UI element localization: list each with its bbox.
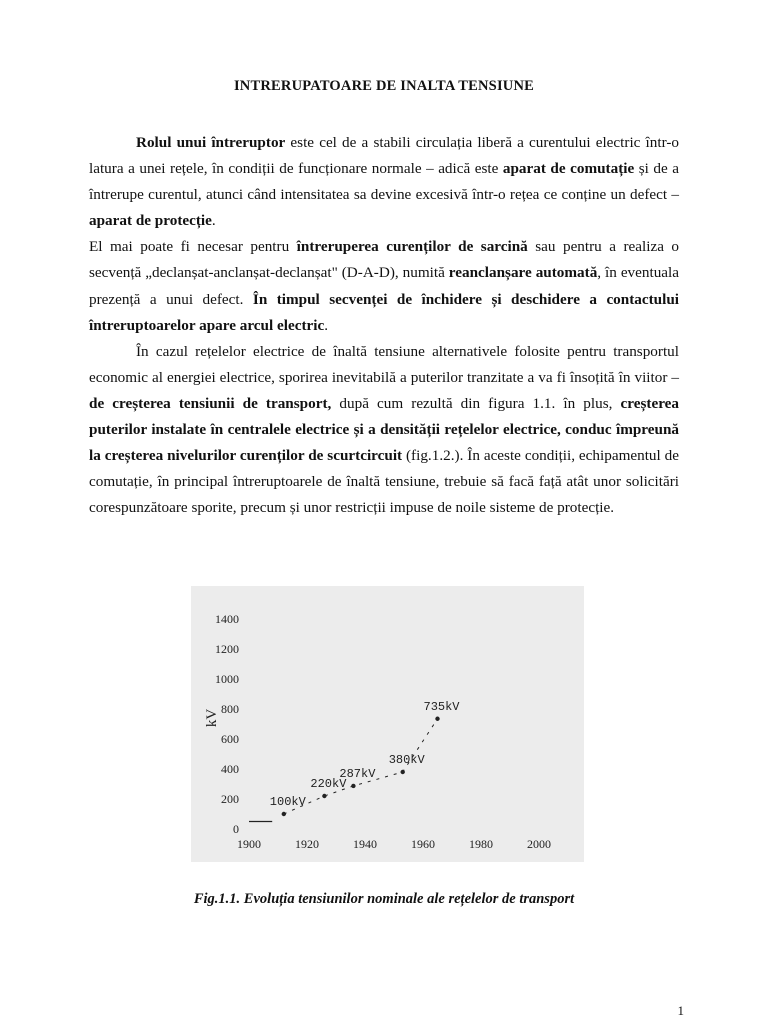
figure-scan (191, 586, 584, 862)
body-text (89, 130, 679, 521)
text-span: , în eventuala prezență a unui defect. (89, 264, 680, 308)
x-tick-label: 2000 (527, 837, 551, 851)
text-span: . (324, 316, 328, 334)
bold-term: reanclanșare automată (448, 264, 598, 282)
bold-term: aparat de comutație (502, 160, 635, 178)
text-span: după cum rezultă din figura 1.1. în plus, (331, 394, 621, 412)
paragraph-1 (89, 130, 679, 234)
bold-term: Rolul unui întreruptor (136, 134, 286, 151)
text-span: În cazul rețelelor electrice de înaltă tensiune alternativele folosite pentru transportul economic al energiei electrice, sporirea inevitabilă a puterilor tranzitate a va fi însoțită în viitor – (89, 342, 679, 386)
y-tick-label: 1400 (215, 612, 239, 626)
y-tick-label: 200 (221, 792, 239, 806)
voltage-evolution-chart (191, 586, 584, 862)
paragraph-3 (89, 339, 679, 522)
x-tick-label: 1900 (237, 837, 261, 851)
document-title: INTRERUPATOARE DE INALTA TENSIUNE (233, 78, 535, 94)
bold-term: de creșterea tensiunii de transport, (89, 394, 332, 412)
text-span: El mai poate fi necesar pentru (89, 238, 297, 256)
y-tick-label: 600 (221, 732, 239, 746)
data-label: 220kV (310, 777, 347, 791)
text-span: (fig.1.2.). În aceste condiții, echipamentul de comutație, în principal întreruptoarele de înaltă tensiune, trebuie să facă față atât unor solicitări corespunzătoare sporite, precum și unor restricții impuse de noile sisteme de protecție. (89, 447, 679, 517)
x-tick-label: 1960 (411, 837, 435, 851)
page-number: 1 (677, 1003, 684, 1018)
figure-caption: Fig.1.1. Evoluția tensiunilor nominale ale rețelelor de transport (193, 891, 575, 907)
text-span: sau pentru a realiza o secvență „declanșat-anclanșat-declanșat" (D-A-D), numită (89, 238, 680, 282)
bold-term: întreruperea curenților de sarcină (296, 238, 528, 256)
y-axis-label: kV (204, 708, 220, 728)
x-tick-label: 1920 (295, 837, 319, 851)
text-span: și de a întrerupe curentul, atunci când intensitatea sa devine excesivă într-o rețea ce conține un defect – (89, 160, 679, 204)
data-point (282, 812, 286, 816)
bold-term: aparat de protecție (89, 212, 212, 230)
x-tick-label: 1980 (469, 837, 493, 851)
y-tick-label: 800 (221, 702, 239, 716)
data-point (351, 784, 355, 788)
data-label: 287kV (339, 766, 376, 781)
x-tick-label: 1940 (353, 837, 377, 851)
x-axis-ticks (237, 837, 551, 851)
data-label: 100kV (269, 795, 306, 809)
y-tick-label: 400 (221, 762, 239, 776)
text-span: . (211, 212, 216, 230)
data-label: 380kV (388, 753, 425, 767)
y-tick-label: 1200 (215, 642, 239, 656)
data-label: 735kV (423, 699, 460, 714)
data-point (401, 770, 405, 774)
paragraph-2 (89, 234, 679, 338)
y-tick-label: 1000 (215, 672, 239, 686)
data-points (270, 700, 461, 816)
data-point (322, 794, 326, 798)
y-tick-label: 0 (233, 822, 239, 836)
data-point (435, 717, 439, 721)
bold-term: În timpul secvenței de închidere și deschidere a contactului întreruptoarelor apare arcul electric (89, 290, 680, 334)
bold-term: creșterea puterilor instalate în centralele electrice și a densității rețelelor electrice, conduc împreună la creșterea nivelurilor curenților de scurtcircuit (89, 394, 679, 465)
text-span: este cel de a stabili circulația liberă a curentului electric într-o latura a unei rețele, în condiții de funcționare normale – adică este (89, 134, 679, 178)
